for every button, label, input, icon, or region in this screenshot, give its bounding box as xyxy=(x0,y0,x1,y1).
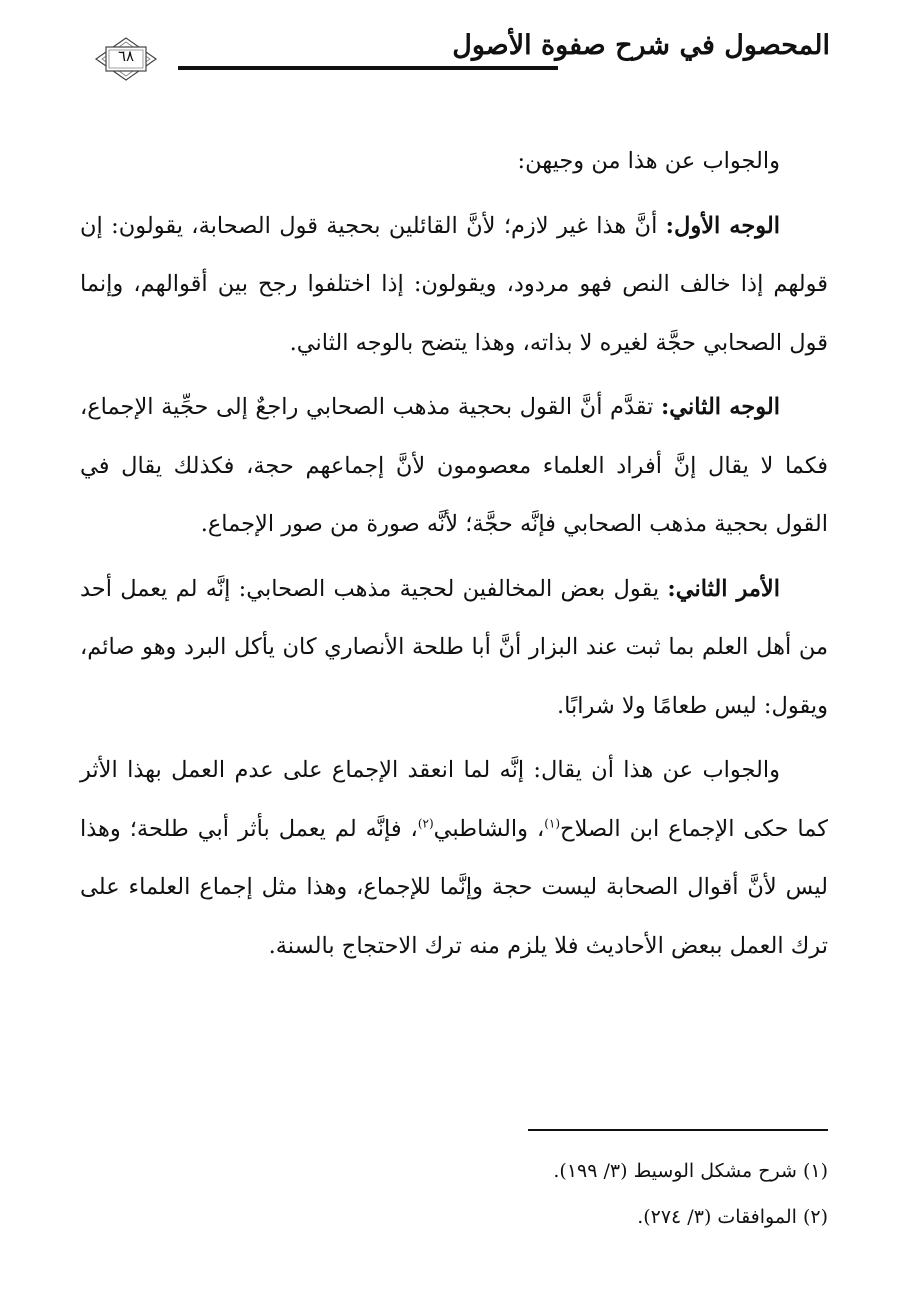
footnote-ref[interactable]: (٢) xyxy=(417,816,434,830)
paragraph xyxy=(80,741,828,975)
paragraph-lead: الوجه الثاني: xyxy=(660,394,781,420)
paragraph-text: أنَّ هذا غير لازم؛ لأنَّ القائلين بحجية قول الصحابة، يقولون: إن قولهم إذا خالف النص فهو مردود، ويقولون: إذا اختلفوا رجح بين أقوالهم، وإنما قول الصحابي حجَّة لغيره لا بذاته، وهذا يتضح بالوجه الثاني. xyxy=(80,212,828,356)
paragraph-lead: الوجه الأول: xyxy=(665,212,781,239)
main-text xyxy=(80,132,828,981)
paragraph-text: ، والشاطبي xyxy=(433,815,545,842)
paragraph-text: والجواب عن هذا أن يقال: إنَّه لما انعقد الإجماع على عدم العمل بهذا الأثر كما حكى الإجماع ابن الصلاح xyxy=(80,757,829,842)
paragraph-text: يقول بعض المخالفين لحجية مذهب الصحابي: إنَّه لم يعمل أحد من أهل العلم بما ثبت عند البزار أنَّ أبا طلحة الأنصاري كان يأكل البرد وهو صائم، ويقول: ليس طعامًا ولا شرابًا. xyxy=(80,575,828,719)
footnote-ref[interactable]: (١) xyxy=(544,816,561,830)
page-header xyxy=(0,22,910,92)
footnotes xyxy=(80,1148,828,1240)
paragraph xyxy=(80,197,828,373)
paragraph xyxy=(80,378,828,554)
paragraph xyxy=(80,560,828,736)
page-number: ٦٨ xyxy=(117,47,135,65)
book-title: المحصول في شرح صفوة الأصول xyxy=(452,30,830,61)
page-number-badge xyxy=(94,36,158,82)
paragraph-text: ، فإنَّه لم يعمل بأثر أبي طلحة؛ وهذا ليس لأنَّ أقوال الصحابة ليست حجة وإنَّما للإجماع، وهذا مثل إجماع العلماء على ترك العمل ببعض الأحاديث فلا يلزم منه ترك الاحتجاج بالسنة. xyxy=(80,815,828,959)
paragraph xyxy=(80,132,828,191)
paragraph-lead: الأمر الثاني: xyxy=(667,575,781,602)
footnote-item: (٢) الموافقات (٣/ ٢٧٤). xyxy=(637,1206,828,1228)
paragraph-text: تقدَّم أنَّ القول بحجية مذهب الصحابي راجعٌ إلى حجِّية الإجماع، فكما لا يقال إنَّ أفراد العلماء معصومون لأنَّ إجماعهم حجة، فكذلك يقال في القول بحجية مذهب الصحابي فإنَّه حجَّة؛ لأنَّه صورة من صور الإجماع. xyxy=(80,394,828,537)
footnote-item: (١) شرح مشكل الوسيط (٣/ ١٩٩). xyxy=(553,1160,828,1182)
paragraph-text: والجواب عن هذا من وجيهن: xyxy=(517,148,780,174)
header-rule xyxy=(178,66,558,70)
footnote-separator xyxy=(528,1129,828,1131)
